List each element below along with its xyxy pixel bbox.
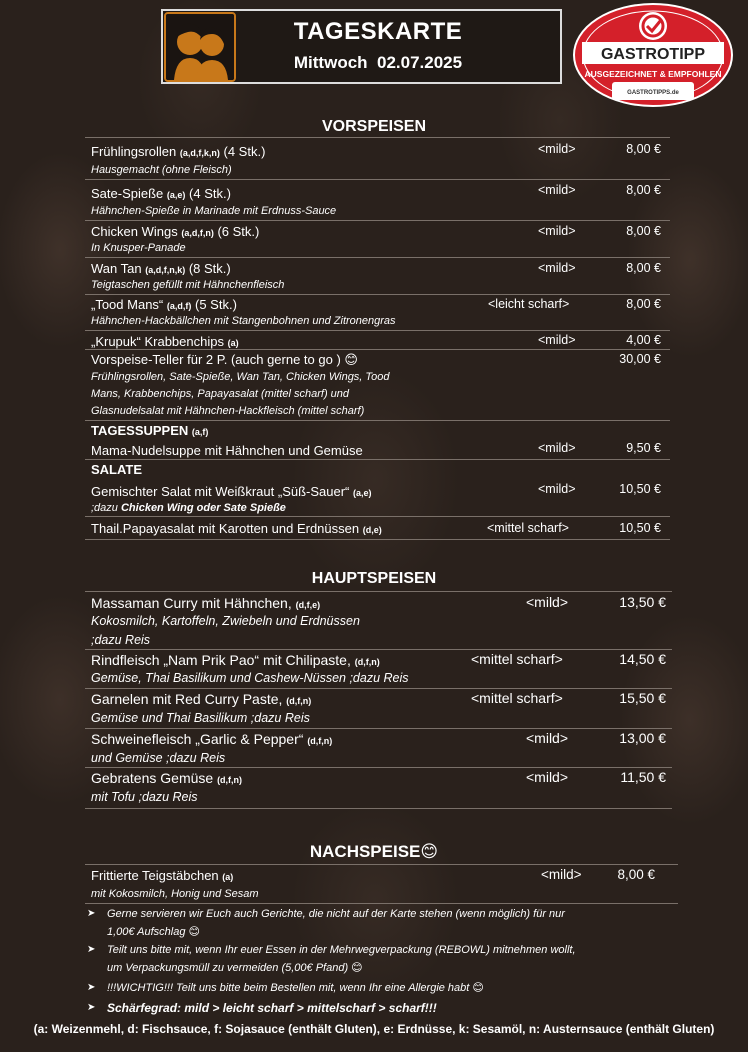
item-name: Frittierte Teigstäbchen (91, 868, 219, 883)
item-name: „Tood Mans“ (91, 297, 164, 312)
item-desc: mit Kokosmilch, Honig und Sesam (91, 888, 259, 900)
item-spice: <mild> (538, 333, 576, 347)
item-price: 30,00 € (619, 352, 661, 366)
badge-brand: GASTROTIPP (600, 46, 706, 63)
item-price: 9,50 € (626, 441, 661, 455)
menu-date (240, 53, 516, 73)
item-desc: Hähnchen-Hackbällchen mit Stangenbohnen und Zitronengras (91, 315, 396, 327)
section-title-hauptspeisen: HAUPTSPEISEN (311, 570, 437, 587)
item-allergens: (d,f,n) (286, 696, 312, 706)
item-spice: <mild> (538, 183, 576, 197)
item-allergens: (a) (227, 338, 239, 348)
item-spice: <mittel scharf> (471, 651, 563, 667)
item-price: 8,00 € (626, 142, 661, 156)
item-desc-line: mit Tofu ;dazu Reis (91, 790, 198, 804)
item-name: Rindfleisch „Nam Prik Pao“ mit Chilipaste, (91, 652, 351, 668)
item-allergens: (d,f,n) (354, 657, 380, 667)
item-desc-line: Gemüse, Thai Basilikum und Cashew-Nüssen ;dazu Reis (91, 671, 409, 685)
item-allergens: (d,f,n) (307, 736, 333, 746)
item-price: 15,50 € (619, 690, 666, 706)
menu-item (85, 221, 670, 258)
menu-item (85, 768, 672, 809)
item-spice: <mild> (538, 142, 576, 156)
page-title: TAGESKARTE (293, 18, 463, 45)
item-price: 4,00 € (626, 333, 661, 347)
menu-item (85, 331, 670, 350)
owners-portrait-icon (166, 14, 234, 80)
item-spice: <mild> (538, 441, 576, 455)
item-spice: <mild> (526, 730, 569, 746)
item-spice: <mild> (538, 224, 576, 238)
item-name: Frühlingsrollen (91, 144, 177, 159)
menu-item (85, 180, 670, 221)
item-name: Gemischter Salat mit Weißkraut „Süß-Sauer“ (91, 484, 350, 499)
allergen-legend: (a: Weizenmehl, d: Fischsauce, f: Sojasauce (enthält Gluten), e: Erdnüsse, k: Sesamöl, n: Austernsauce (enthält Gluten) (33, 1022, 715, 1036)
item-suffix: (4 Stk.) (223, 144, 266, 159)
item-price: 10,50 € (619, 521, 661, 535)
section-title-vorspeisen: VORSPEISEN (321, 118, 427, 135)
item-desc-line: Gemüse und Thai Basilikum ;dazu Reis (91, 711, 310, 725)
item-desc: Hähnchen-Spieße in Marinade mit Erdnuss-Sauce (91, 205, 337, 217)
menu-item-platter (85, 350, 670, 421)
item-allergens: (a,d,f) (166, 301, 192, 311)
item-price: 8,00 € (626, 261, 661, 275)
section-title-nachspeise: NACHSPEISE😊 (309, 842, 439, 861)
gastrotipp-badge (572, 2, 734, 108)
item-suffix: (8 Stk.) (188, 261, 231, 276)
item-name: „Krupuk“ Krabbenchips (91, 334, 224, 349)
menu-day: Mittwoch (293, 53, 368, 72)
menu-item (85, 650, 672, 689)
item-spice: <mittel scharf> (471, 690, 563, 706)
item-price: 8,00 € (626, 224, 661, 238)
item-name: Gebratens Gemüse (91, 770, 214, 786)
item-desc-line: ;dazu Reis (91, 633, 151, 647)
menu-item (85, 295, 670, 331)
item-price: 11,50 € (620, 769, 666, 785)
arrow-bullet-icon: ➤ (87, 982, 96, 993)
item-spice: <mild> (526, 594, 569, 610)
item-allergens: (a,d,f,n) (181, 228, 214, 238)
item-suffix: (4 Stk.) (189, 186, 231, 201)
item-desc-line: Mans, Krabbenchips, Papayasalat (mittel scharf) und (91, 388, 350, 400)
item-desc: Teigtaschen gefüllt mit Hähnchenfleisch (91, 279, 285, 291)
item-name: Massaman Curry mit Hähnchen, (91, 595, 292, 611)
smile-emoji-icon: 😊 (344, 352, 358, 367)
item-desc-line: und Gemüse ;dazu Reis (91, 751, 226, 765)
menu-item (85, 865, 678, 904)
item-price: 13,00 € (619, 730, 666, 746)
item-price: 13,50 € (619, 594, 666, 610)
item-allergens: (a,d,f,k,n) (179, 148, 220, 158)
item-name: Sate-Spieße (91, 186, 164, 201)
item-allergens: (a,e) (166, 190, 186, 200)
restaurant-logo (164, 12, 236, 82)
menu-item (85, 517, 670, 540)
item-spice: <leicht scharf> (488, 297, 570, 311)
menu-item (85, 689, 672, 729)
arrow-bullet-icon: ➤ (87, 1002, 96, 1013)
item-price: 8,00 € (626, 183, 661, 197)
item-desc-line: Kokosmilch, Kartoffeln, Zwiebeln und Erdnüssen (91, 614, 360, 628)
item-allergens: (a) (222, 872, 234, 882)
item-spice: <mild> (541, 867, 582, 882)
item-name: Schweinefleisch „Garlic & Pepper“ (91, 731, 304, 747)
item-suffix: (6 Stk.) (217, 224, 260, 239)
smile-emoji-icon: 😊 (420, 842, 439, 861)
item-suffix: (5 Stk.) (195, 297, 237, 312)
item-name: Mama-Nudelsuppe mit Hähnchen und Gemüse (91, 443, 363, 458)
item-spice: <mittel scharf> (487, 521, 569, 535)
section-title-tagessuppen: TAGESSUPPEN (91, 423, 189, 438)
item-spice: <mild> (538, 261, 576, 275)
item-spice: <mild> (538, 482, 576, 496)
badge-url: GASTROTIPPS.de (627, 90, 679, 96)
item-allergens: (d,f,e) (295, 600, 321, 610)
item-allergens: (d,e) (362, 525, 382, 535)
item-price: 10,50 € (619, 482, 661, 496)
arrow-bullet-icon: ➤ (87, 908, 96, 919)
item-desc-line: Glasnudelsalat mit Hähnchen-Hackfleisch (mittel scharf) (91, 405, 365, 417)
item-price: 14,50 € (619, 651, 666, 667)
menu-item (85, 460, 670, 517)
item-allergens: (d,f,n) (217, 775, 243, 785)
item-allergens: (a,d,f,n,k) (145, 265, 186, 275)
item-name: Thail.Papayasalat mit Karotten und Erdnüssen (91, 521, 360, 536)
menu-item (85, 421, 670, 460)
item-desc: Hausgemacht (ohne Fleisch) (91, 164, 232, 176)
item-desc-line: Frühlingsrollen, Sate-Spieße, Wan Tan, Chicken Wings, Tood (91, 371, 390, 383)
item-spice: <mild> (526, 769, 569, 785)
menu-date-value: 02.07.2025 (377, 53, 463, 72)
item-name: Chicken Wings (91, 224, 178, 239)
item-desc: In Knusper-Panade (91, 242, 186, 254)
arrow-bullet-icon: ➤ (87, 944, 96, 955)
item-allergens: (a,e) (353, 488, 372, 498)
item-name: Garnelen mit Red Curry Paste, (91, 691, 283, 707)
item-name: Wan Tan (91, 261, 142, 276)
item-price: 8,00 € (626, 297, 661, 311)
badge-subtitle: AUSGEZEICHNET & EMPFOHLEN (584, 69, 722, 79)
item-allergens: (a,f) (191, 427, 209, 437)
item-desc: ;dazu Chicken Wing oder Sate Spieße (91, 502, 286, 514)
section-title-salate: SALATE (91, 462, 143, 477)
menu-item (85, 592, 672, 650)
item-name: Vorspeise-Teller für 2 P. (auch gerne to go ) (91, 352, 341, 367)
item-price: 8,00 € (617, 867, 655, 882)
menu-item (85, 729, 672, 768)
menu-item (85, 258, 670, 295)
menu-item (85, 138, 670, 180)
